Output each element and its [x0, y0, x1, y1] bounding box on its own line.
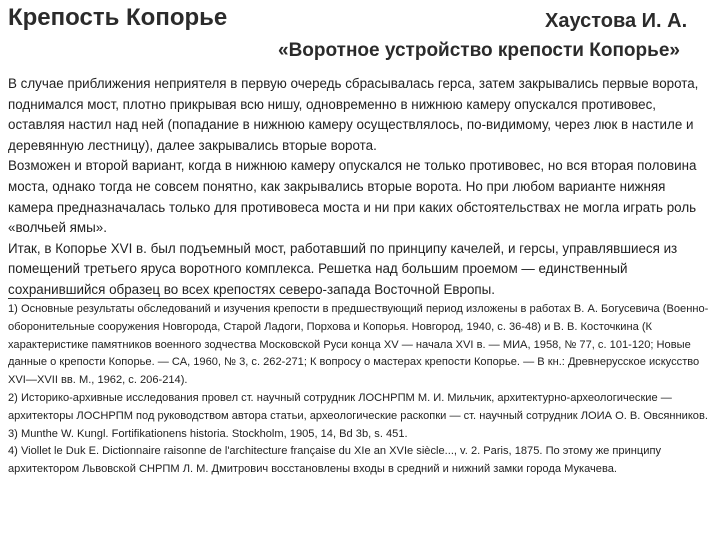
slide-title: Крепость Копорье: [8, 4, 228, 31]
body-paragraph-3: Итак, в Копорье XVI в. был подъемный мост, работавший по принципу качелей, и герсы, управлявшиеся из помещений третьего яруса воротного комплекса. Решетка над большим проемом — единственный сохранившийся образец во всех крепостях северо-запада Восточной Европы.: [8, 240, 678, 297]
footnote-4: 4) Viollet le Duk E. Dictionnaire raisonne de l'architecture française du XIe an XVIe siècle..., v. 2. Paris, 1875. По этому же принципу архитектором Львовской СНРПМ Л. М. Дмитрович восстановлены входы в средний и нижний замки города Мукачева.: [8, 445, 661, 476]
body-text: [8, 74, 714, 301]
footnote-2: 2) Историко-архивные исследования провел ст. научный сотрудник ЛОСНРПМ М. И. Мильчик, архитектурно-археологические — архитекторы ЛОСНРПМ под руководством автора статьи, археологические раскопки — ст. научный сотрудник ЛОИА О. В. Овсянников.: [8, 391, 708, 422]
body-paragraph-2: Возможен и второй вариант, когда в нижнюю камеру опускался не только противовес, но вся вторая половина моста, однако тогда не совсем понятно, как закрывались вторые ворота. Но при любом варианте нижняя камера предназначалась только для противовеса моста и ни при каких обстоятельствах не могла играть роль «волчьей ямы».: [8, 158, 697, 236]
author-name: Хаустова И. А.: [545, 10, 688, 32]
footnote-1: 1) Основные результаты обследований и изучения крепости в предшествующий период изложены в работах В. А. Богусевича (Военно-оборонительные сооружения Новгорода, Старой Ладоги, Порхова и Копорья. Новгород, 1940, с. 36-48) и В. В. Косточкина (К характеристике памятников военного зодчества Московской Руси конца XV — начала XVI в. — МИА, 1958, № 77, с. 101-120; Новые данные о крепости Копорье. — СА, 1960, № 3, с. 262-271; К вопросу о мастерах крепости Копорье. — В кн.: Древнерусское искусство XVI—XVII вв. М., 1962, с. 206-214).: [8, 303, 709, 387]
body-paragraph-1: В случае приближения неприятеля в первую очередь сбрасывалась герса, затем закрывались первые ворота, поднимался мост, плотно прикрывая всю нишу, одновременно в нижнюю камеру опускался противовес, оставляя настил над ней (попадание в нижнюю камеру осуществлялось, по-видимому, через люк в настиле и деревянную лестницу), далее закрывались вторые ворота.: [8, 76, 699, 153]
footnote-divider: [8, 298, 320, 299]
article-title: «Воротное устройство крепости Копорье»: [278, 40, 680, 61]
footnotes: [8, 301, 714, 479]
footnote-3: 3) Munthe W. Kungl. Fortifikationens historia. Stockholm, 1905, 14, Bd 3b, s. 451.: [8, 427, 408, 440]
